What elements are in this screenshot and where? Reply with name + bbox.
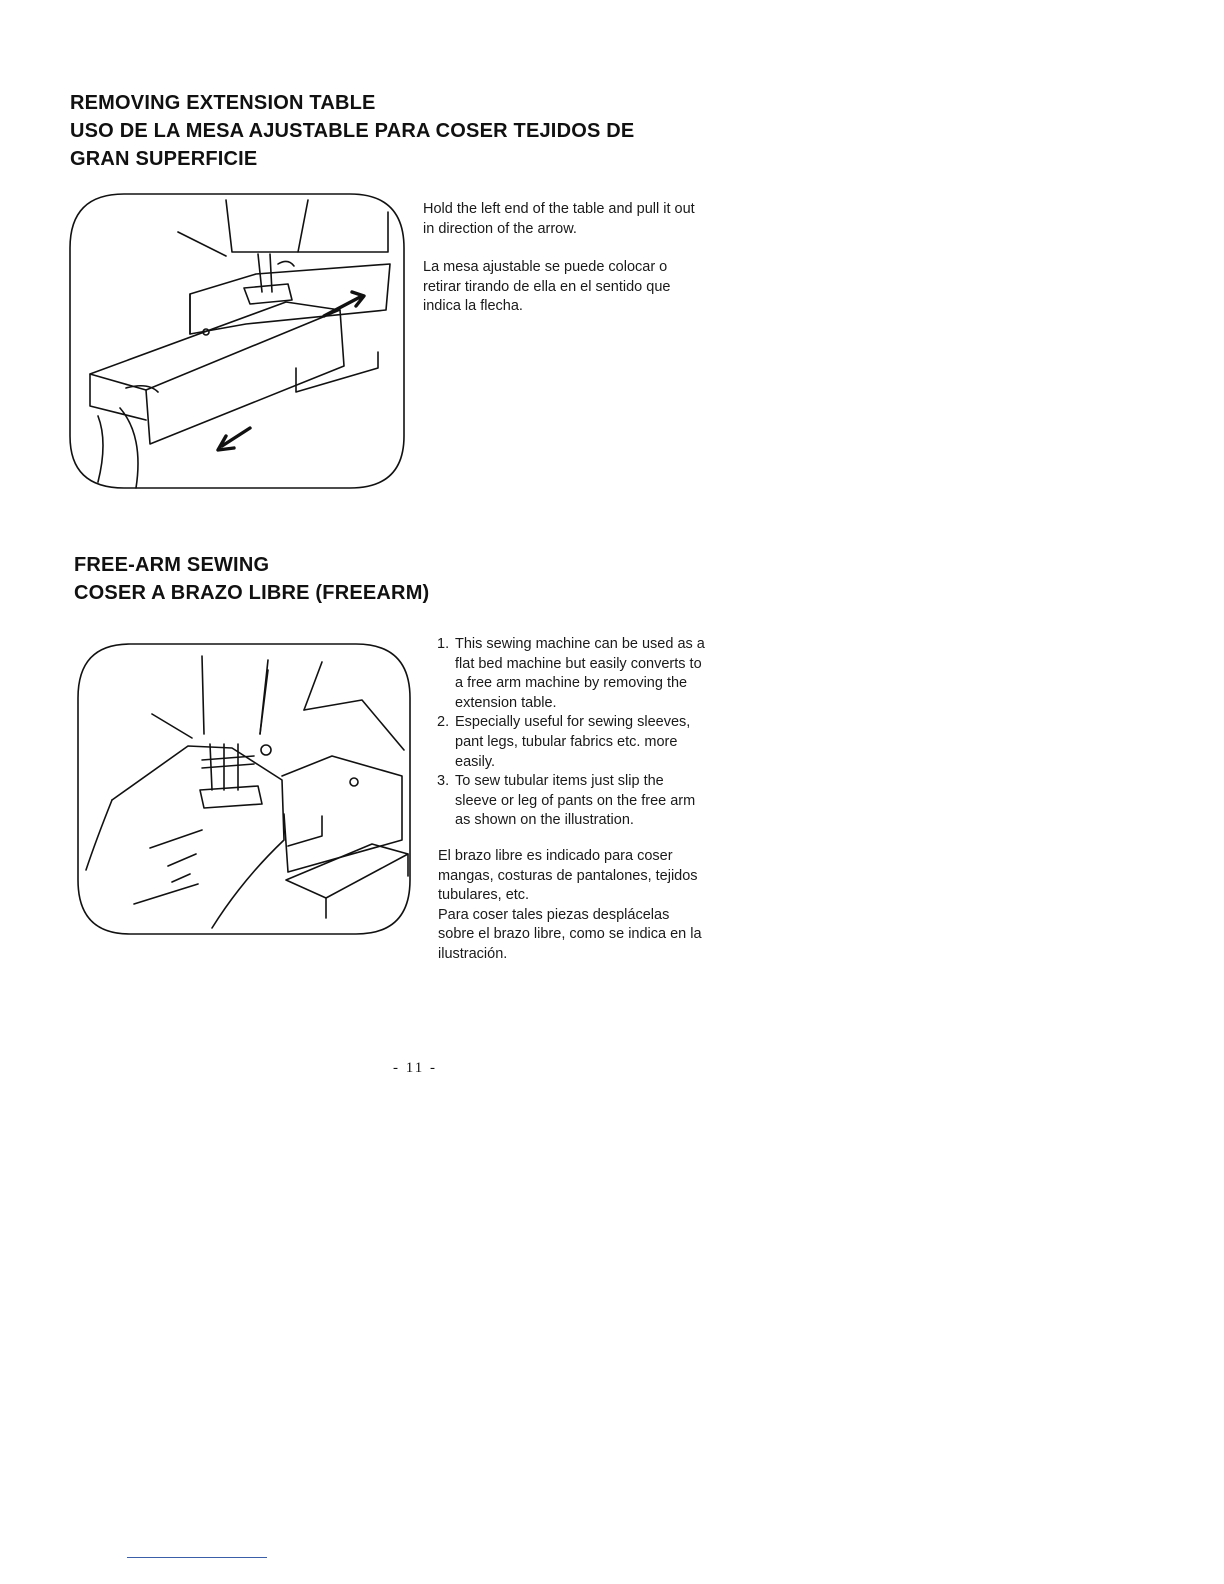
text-line: mangas, costuras de pantalones, tejidos [438, 867, 698, 884]
section1-heading-line: REMOVING EXTENSION TABLE [70, 92, 376, 114]
text-line: flat bed machine but easily converts to [455, 655, 702, 672]
text-line: La mesa ajustable se puede colocar o [423, 259, 668, 275]
step-item [437, 713, 705, 772]
text-line: This sewing machine can be used as a [455, 636, 705, 652]
text-line: Para coser tales piezas desplácelas [438, 906, 670, 923]
text-line: Hold the left end of the table and pull it out [423, 201, 695, 217]
section2-heading [74, 551, 429, 607]
section2-spanish-text [438, 847, 702, 965]
text-line: as shown on the illustration. [455, 812, 634, 829]
text-line: in direction of the arrow. [423, 220, 577, 237]
text-line: Especially useful for sewing sleeves, [455, 714, 691, 731]
step-number: 2. [437, 714, 450, 731]
section1-heading-line: GRAN SUPERFICIE [70, 148, 258, 170]
text-line: To sew tubular items just slip the [455, 773, 664, 790]
text-line: a free arm machine by removing the [455, 675, 688, 692]
text-line: ilustración. [438, 945, 508, 962]
section1-heading [70, 89, 634, 173]
extension-table-illustration [66, 192, 408, 490]
text-line: pant legs, tubular fabrics etc. more [455, 733, 678, 750]
section1-english-text [423, 200, 695, 239]
section2-heading-line: FREE-ARM SEWING [74, 554, 270, 576]
page-number: - 11 - [393, 1060, 437, 1076]
free-arm-steps [437, 635, 705, 831]
section1-heading-line: USO DE LA MESA AJUSTABLE PARA COSER TEJIDOS DE [70, 120, 635, 142]
section2-heading-line: COSER A BRAZO LIBRE (FREEARM) [74, 582, 430, 604]
step-item [437, 635, 705, 713]
step-number: 1. [437, 636, 450, 652]
free-arm-illustration [72, 640, 414, 938]
text-line: easily. [455, 753, 496, 770]
text-line: extension table. [455, 694, 557, 711]
text-line: indica la flecha. [423, 298, 523, 315]
step-number: 3. [437, 773, 450, 790]
text-line: sobre el brazo libre, como se indica en la [438, 926, 702, 943]
text-line: El brazo libre es indicado para coser [438, 848, 673, 864]
text-line: retirar tirando de ella en el sentido que [423, 278, 671, 295]
text-line: tubulares, etc. [438, 887, 530, 904]
section1-spanish-text [423, 258, 670, 317]
footer-rule [127, 1557, 267, 1558]
step-item [437, 772, 705, 831]
text-line: sleeve or leg of pants on the free arm [455, 792, 696, 809]
